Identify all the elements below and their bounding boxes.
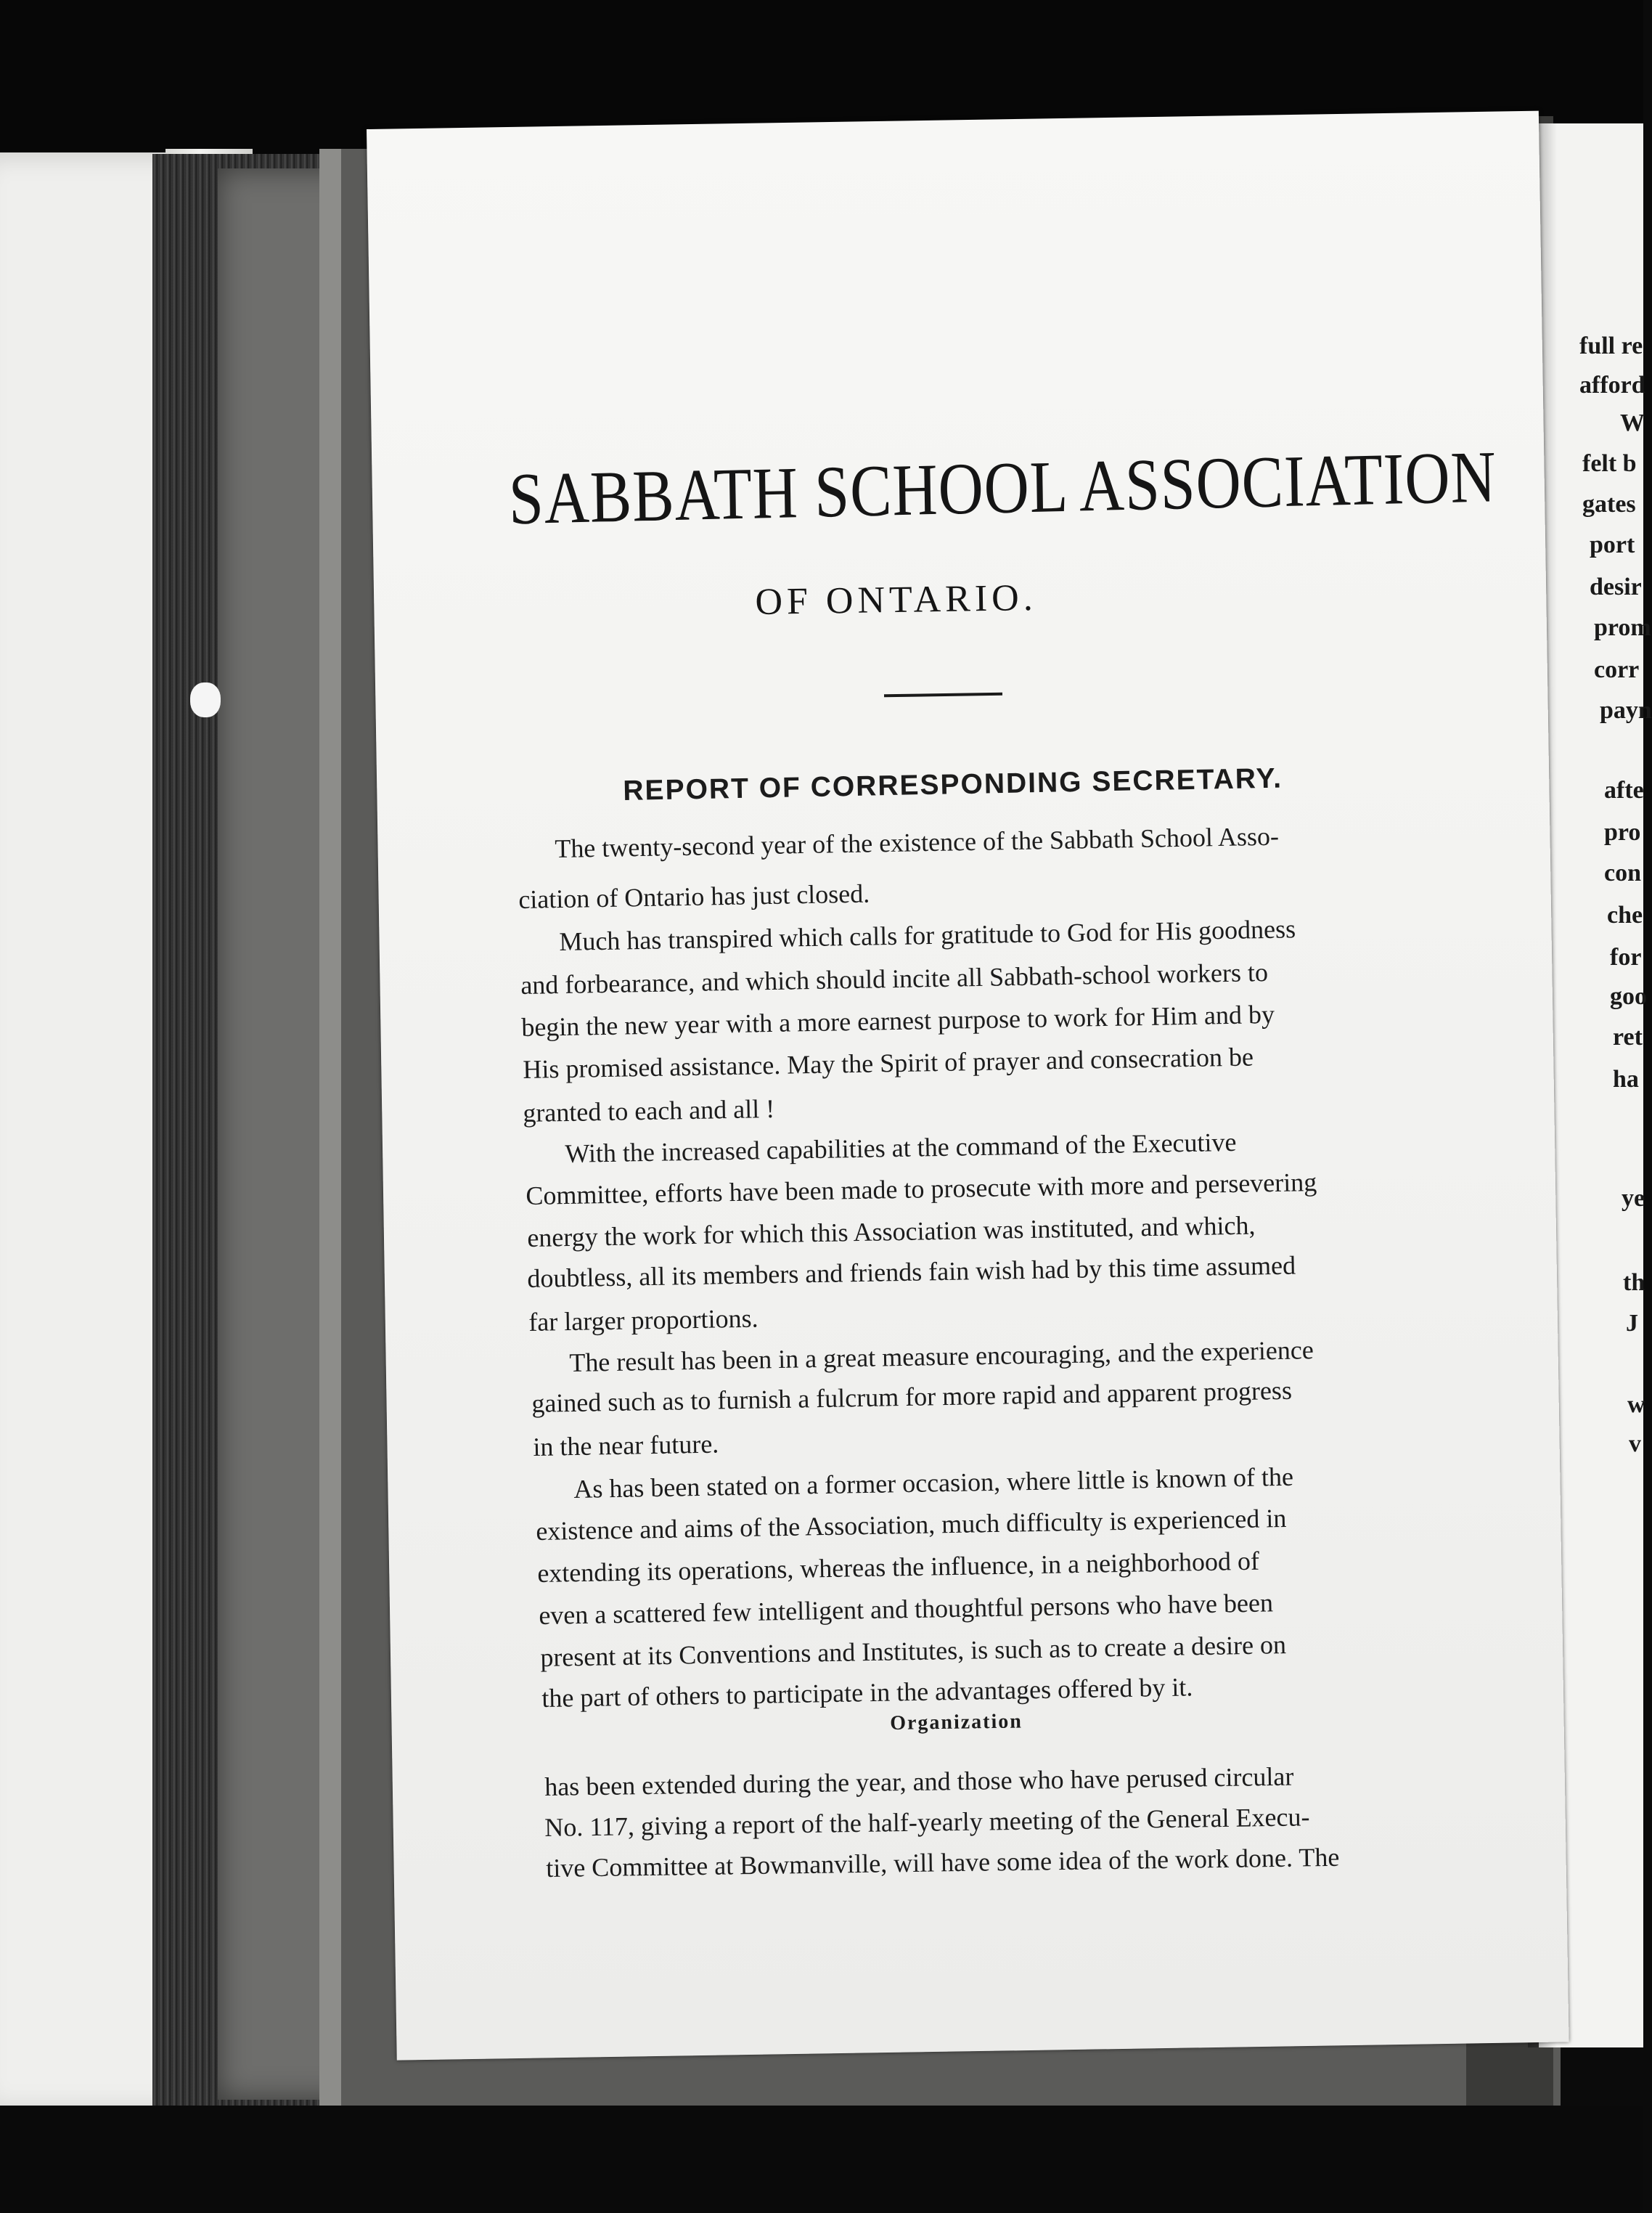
right-page-line: th xyxy=(1623,1269,1645,1296)
body-line: and forbearance, and which should incite all Sabbath-school workers to xyxy=(520,958,1269,1000)
right-page-line: goo xyxy=(1610,983,1647,1010)
body-line: extending its operations, whereas the influence, in a neighborhood of xyxy=(537,1546,1260,1588)
right-page-line: J xyxy=(1626,1310,1638,1337)
body-line: Much has transpired which calls for gratitude to God for His goodness xyxy=(559,914,1296,956)
body-line: far larger proportions. xyxy=(528,1303,758,1337)
right-page-line: for xyxy=(1610,944,1642,971)
right-page-line: prom xyxy=(1594,614,1651,641)
right-page-line: afte xyxy=(1604,777,1644,804)
body-line: ciation of Ontario has just closed. xyxy=(518,879,870,914)
right-page-line: con xyxy=(1604,860,1641,887)
right-page-line: corr xyxy=(1594,656,1640,683)
right-page-line: W xyxy=(1620,409,1645,436)
body-line: His promised assistance. May the Spirit of prayer and consecration be xyxy=(523,1042,1254,1084)
body-line: in the near future. xyxy=(533,1429,719,1462)
organization-heading: Organization xyxy=(890,1710,1023,1735)
right-page-line: che xyxy=(1607,902,1643,929)
right-page-line: ha xyxy=(1613,1066,1639,1093)
right-page-line: afford xyxy=(1579,372,1645,399)
body-line: gained such as to furnish a fulcrum for more rapid and apparent progress xyxy=(531,1375,1293,1418)
body-line: With the increased capabilities at the command of the Executive xyxy=(565,1127,1237,1168)
body-line: has been extended during the year, and those who have perused circular xyxy=(544,1761,1294,1801)
right-page-line: felt b xyxy=(1582,450,1637,477)
body-line: granted to each and all ! xyxy=(523,1093,775,1128)
body-line: As has been stated on a former occasion, where little is known of the xyxy=(573,1462,1294,1504)
right-page-line: ye xyxy=(1622,1185,1645,1212)
body-line: No. 117, giving a report of the half-yearly meeting of the General Execu- xyxy=(544,1802,1310,1842)
body-line: Committee, efforts have been made to prosecute with more and persevering xyxy=(526,1167,1317,1210)
report-heading: REPORT OF CORRESPONDING SECRETARY. xyxy=(623,762,1283,807)
right-page-line: w xyxy=(1627,1391,1645,1418)
body-line: The result has been in a great measure encouraging, and the experience xyxy=(569,1335,1314,1377)
body-line: existence and aims of the Association, much difficulty is experienced in xyxy=(536,1503,1287,1546)
body-line: tive Committee at Bowmanville, will have some idea of the work done. The xyxy=(546,1842,1340,1883)
right-page-line: port xyxy=(1590,531,1635,558)
right-page-line: pro xyxy=(1604,819,1641,846)
body-line: The twenty-second year of the existence of the Sabbath School Asso- xyxy=(555,821,1280,863)
right-page-line: full re xyxy=(1579,333,1643,359)
right-page-line: v xyxy=(1629,1430,1641,1457)
body-line: begin the new year with a more earnest purpose to work for Him and by xyxy=(521,999,1275,1042)
body-line: the part of others to participate in the advantages offered by it. xyxy=(541,1672,1193,1713)
body-line: present at its Conventions and Institutes, is such as to create a desire on xyxy=(540,1630,1287,1672)
body-line: energy the work for which this Association was instituted, and which, xyxy=(527,1210,1256,1252)
body-line: even a scattered few intelligent and thoughtful persons who have been xyxy=(539,1588,1274,1630)
right-page-line: gates xyxy=(1582,491,1636,518)
right-page-line: ret xyxy=(1613,1024,1643,1051)
title-sub: OF ONTARIO. xyxy=(755,576,1038,623)
title-main: SABBATH SCHOOL ASSOCIATION xyxy=(508,435,1497,540)
bottom-dark-background xyxy=(0,2106,1643,2213)
right-page-line: payn xyxy=(1600,697,1652,724)
body-line: doubtless, all its members and friends fain wish had by this time assumed xyxy=(527,1250,1296,1293)
paper-hole xyxy=(190,682,221,717)
right-page-line: desir xyxy=(1590,574,1642,600)
